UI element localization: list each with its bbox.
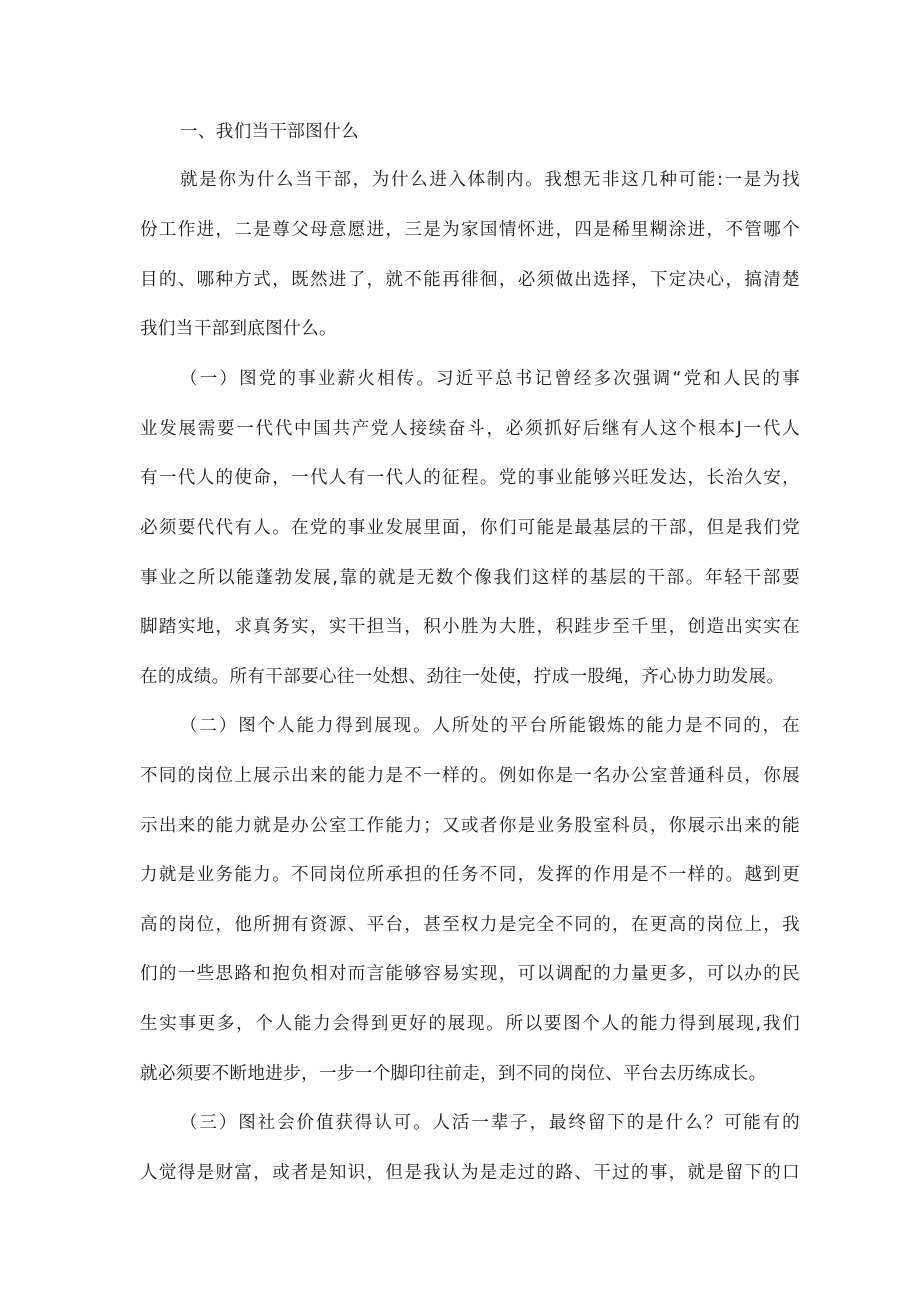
paragraph-line: 示出来的能力就是办公室工作能力；又或者你是业务股室科员，你展示出来的能 xyxy=(140,816,800,836)
paragraph-line: 必须要代代有人。在党的事业发展里面，你们可能是最基层的干部，但是我们党 xyxy=(140,518,800,538)
paragraph-line: 不同的岗位上展示出来的能力是不一样的。例如你是一名办公室普通科员，你展 xyxy=(140,766,800,786)
paragraph-line: 们的一些思路和抱负相对而言能够容易实现，可以调配的力量更多，可以办的民 xyxy=(140,964,800,984)
paragraph-line: 生实事更多，个人能力会得到更好的展现。所以要图个人的能力得到展现,我们 xyxy=(140,1014,800,1034)
paragraph-line: 事业之所以能蓬勃发展,靠的就是无数个像我们这样的基层的干部。年轻干部要 xyxy=(140,568,800,588)
paragraph-line: （二）图个人能力得到展现。人所处的平台所能锻炼的能力是不同的，在 xyxy=(180,716,800,736)
paragraph-line: 在的成绩。所有干部要心往一处想、劲往一处使，拧成一股绳，齐心协力助发展。 xyxy=(140,667,785,687)
paragraph-line: （一）图党的事业薪火相传。习近平总书记曾经多次强调“党和人民的事 xyxy=(180,369,800,389)
paragraph-line: （三）图社会价值获得认可。人活一辈子，最终留下的是什么？可能有的 xyxy=(180,1113,800,1133)
paragraph-line: 业发展需要一代代中国共产党人接续奋斗，必须抓好后继有人这个根本J一代人 xyxy=(140,419,800,439)
paragraph-line: 人觉得是财富，或者是知识，但是我认为是走过的路、干过的事，就是留下的口 xyxy=(140,1163,800,1183)
paragraph-line: 脚踏实地，求真务实，实干担当，积小胜为大胜，积跬步至千里，创造出实实在 xyxy=(140,617,800,637)
paragraph-line: 就必须要不断地进步，一步一个脚印往前走，到不同的岗位、平台去历练成长。 xyxy=(140,1064,767,1084)
section-heading: 一、我们当干部图什么 xyxy=(180,122,359,142)
paragraph-line: 我们当干部到底图什么。 xyxy=(140,319,337,339)
paragraph-line: 目的、哪种方式，既然进了，就不能再徘徊，必须做出选择，下定决心，搞清楚 xyxy=(140,270,800,290)
paragraph-line: 高的岗位，他所拥有资源、平台，甚至权力是完全不同的，在更高的岗位上，我 xyxy=(140,915,800,935)
paragraph-line: 力就是业务能力。不同岗位所承担的任务不同，发挥的作用是不一样的。越到更 xyxy=(140,865,800,885)
paragraph-line: 份工作进，二是尊父母意愿进，三是为家国情怀进，四是稀里糊涂进，不管哪个 xyxy=(140,220,800,240)
paragraph-line: 就是你为什么当干部，为什么进入体制内。我想无非这几种可能:一是为找 xyxy=(180,170,800,190)
paragraph-line: 有一代人的使命，一代人有一代人的征程。党的事业能够兴旺发达，长治久安， xyxy=(140,468,800,488)
